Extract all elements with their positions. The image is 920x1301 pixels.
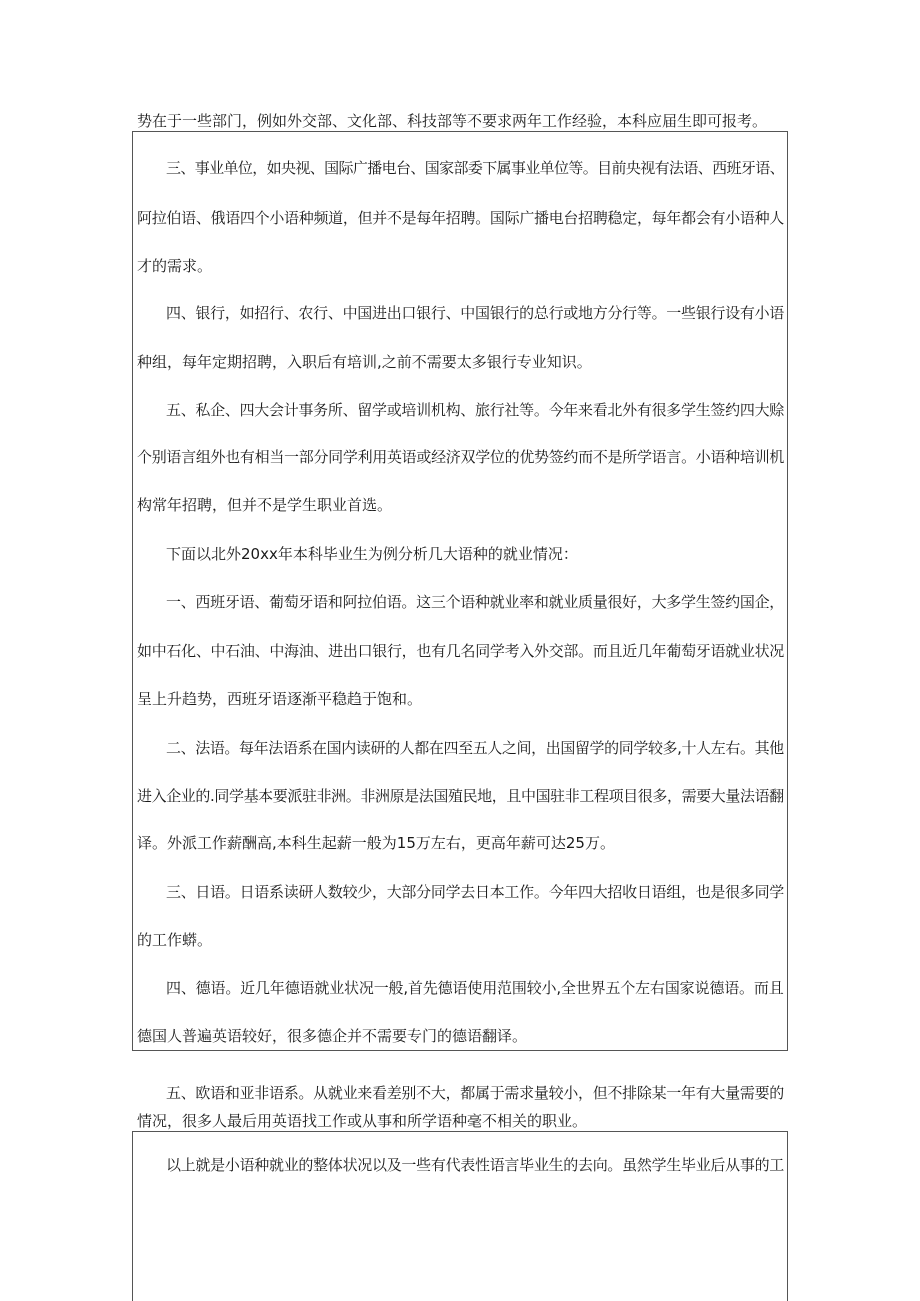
table-cell bbox=[132, 131, 788, 1051]
text-line: 阿拉伯语、俄语四个小语种频道，但并不是每年招聘。国际广播电台招聘稳定，每年都会有小语种人 bbox=[137, 209, 785, 227]
text-line: 五、私企、四大会计事务所、留学或培训机构、旅行社等。今年来看北外有很多学生签约四大赊 bbox=[166, 401, 785, 419]
text-line: 呈上升趋势，西班牙语逐渐平稳趋于饱和。 bbox=[137, 690, 423, 708]
text-line: 五、欧语和亚非语系。从就业来看差别不大，都属于需求量较小，但不排除某一年有大量需要的 bbox=[166, 1084, 785, 1102]
text-line: 个别语言组外也有相当一部分同学利用英语或经济双学位的优势签约而不是所学语言。小语种培训机 bbox=[137, 448, 785, 466]
text-line: 进入企业的.同学基本要派驻非洲。非洲原是法国殖民地，且中国驻非工程项目很多，需要大量法语翻 bbox=[137, 787, 784, 805]
text-line: 种组，每年定期招聘，入职后有培训,之前不需要太多银行专业知识。 bbox=[137, 353, 592, 371]
text-line: 才的需求。 bbox=[137, 257, 213, 275]
text-line: 如中石化、中石油、中海油、进出口银行，也有几名同学考入外交部。而且近几年葡萄牙语就业状况 bbox=[137, 642, 785, 660]
text-line: 以上就是小语种就业的整体状况以及一些有代表性语言毕业生的去向。虽然学生毕业后从事的工 bbox=[166, 1156, 785, 1174]
text-line: 下面以北外20xx年本科毕业生为例分析几大语种的就业情况： bbox=[166, 545, 578, 563]
text-line: 势在于一些部门，例如外交部、文化部、科技部等不要求两年工作经验，本科应届生即可报考。 bbox=[137, 112, 768, 130]
text-line: 情况，很多人最后用英语找工作或从事和所学语种毫不相关的职业。 bbox=[137, 1112, 588, 1130]
text-line: 德国人普遍英语较好，很多德企并不需要专门的德语翻译。 bbox=[137, 1027, 528, 1045]
text-line: 二、法语。每年法语系在国内读研的人都在四至五人之间，出国留学的同学较多,十人左右。其他 bbox=[166, 739, 784, 757]
text-line: 三、事业单位，如央视、国际广播电台、国家部委下属事业单位等。目前央视有法语、西班牙语、 bbox=[166, 159, 785, 177]
text-line: 译。外派工作薪酬高,本科生起薪一般为15万左右，更高年薪可达25万。 bbox=[137, 834, 615, 852]
text-line: 构常年招聘，但并不是学生职业首选。 bbox=[137, 496, 393, 514]
text-line: 四、德语。近几年德语就业状况一般,首先德语使用范围较小,全世界五个左右国家说德语。而且 bbox=[166, 979, 784, 997]
text-line: 一、西班牙语、葡萄牙语和阿拉伯语。这三个语种就业率和就业质量很好，大多学生签约国企， bbox=[166, 593, 785, 611]
text-line: 的工作蟒。 bbox=[137, 931, 213, 949]
text-line: 三、日语。日语系读研人数较少，大部分同学去日本工作。今年四大招收日语组，也是很多同学 bbox=[166, 883, 785, 901]
text-line: 四、银行，如招行、农行、中国进出口银行、中国银行的总行或地方分行等。一些银行设有小语 bbox=[166, 304, 785, 322]
